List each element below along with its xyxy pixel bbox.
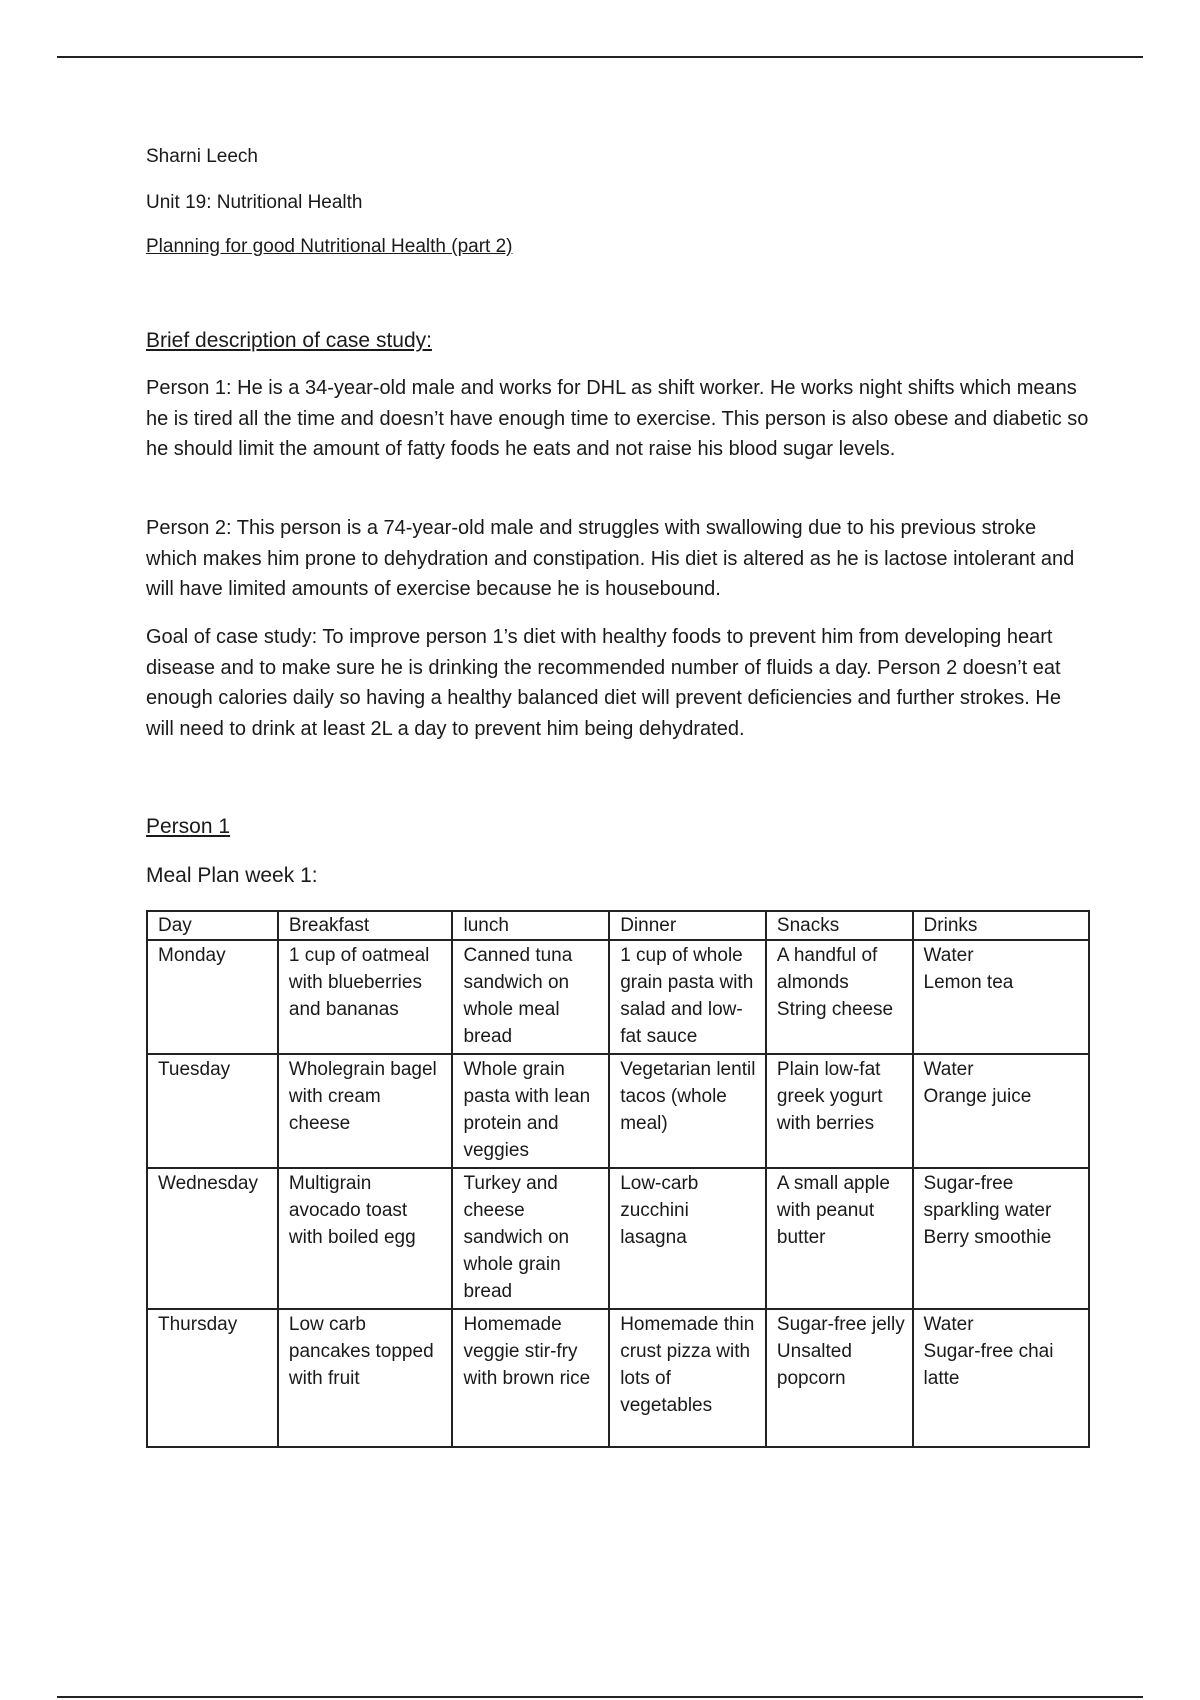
drink-item: Water [923,945,974,966]
lunch-cell: Homemade veggie stir-fry with brown rice [452,1309,609,1447]
column-header-drinks: Drinks [913,911,1089,940]
top-rule [57,56,1143,58]
snack-item: String cheese [776,999,894,1020]
meal-plan-table [146,910,1090,1448]
day-cell: Wednesday [147,1168,278,1309]
meal-plan-title: Meal Plan week 1: [146,864,318,887]
author-name: Sharni Leech [146,146,258,167]
drinks-cell [913,1054,1089,1168]
dinner-cell: 1 cup of whole grain pasta with salad and low-fat sauce [609,940,766,1054]
person1-description: Person 1: He is a 34-year-old male and works for DHL as shift worker. He works night shifts which means he is tired all the time and doesn’t have enough time to exercise. This person is also obese and diabetic so he should limit the amount of fatty foods he eats and not raise his blood sugar levels. [146,377,1089,460]
breakfast-cell: 1 cup of oatmeal with blueberries and bananas [278,940,453,1054]
drink-item: Berry smoothie [923,1227,1052,1248]
dinner-cell: Homemade thin crust pizza with lots of vegetables [609,1309,766,1447]
drink-item: Sugar-free sparkling water [923,1173,1052,1221]
column-header-breakfast: Breakfast [278,911,453,940]
snacks-cell [766,1054,913,1168]
snacks-cell [766,940,913,1054]
table-row [147,1168,1089,1309]
day-cell: Tuesday [147,1054,278,1168]
snacks-cell [766,1309,913,1447]
drink-item: Orange juice [923,1086,1032,1107]
bottom-rule [57,1696,1143,1698]
table-row [147,940,1089,1054]
snack-item: Plain low-fat greek yogurt with berries [776,1059,883,1134]
breakfast-cell: Multigrain avocado toast with boiled egg [278,1168,453,1309]
drink-item: Sugar-free chai latte [923,1341,1054,1389]
drinks-cell [913,940,1089,1054]
lunch-cell: Canned tuna sandwich on whole meal bread [452,940,609,1054]
snack-item: A handful of almonds [776,945,878,993]
lunch-cell: Turkey and cheese sandwich on whole grain bread [452,1168,609,1309]
breakfast-cell: Low carb pancakes topped with fruit [278,1309,453,1447]
breakfast-cell: Wholegrain bagel with cream cheese [278,1054,453,1168]
document-subtitle: Planning for good Nutritional Health (part 2) [146,236,513,257]
drinks-cell [913,1168,1089,1309]
drink-item: Water [923,1314,974,1335]
table-row [147,1054,1089,1168]
case-study-goal: Goal of case study: To improve person 1’s diet with healthy foods to prevent him from developing heart disease and to make sure he is drinking the recommended number of fluids a day. Person 2 doesn’t eat enough calories daily so having a healthy balanced diet will prevent deficiencies and further strokes. He will need to drink at least 2L a day to prevent him being dehydrated. [146,626,1061,740]
drink-item: Water [923,1059,974,1080]
table-row [147,1309,1089,1447]
snack-item: A small apple with peanut butter [776,1173,890,1248]
drink-item: Lemon tea [923,972,1014,993]
snack-item: Unsalted popcorn [776,1341,852,1389]
column-header-snacks: Snacks [766,911,913,940]
snack-item: Sugar-free jelly [776,1314,905,1335]
column-header-day: Day [147,911,278,940]
column-header-lunch: lunch [452,911,609,940]
table-header-row [147,911,1089,940]
column-header-dinner: Dinner [609,911,766,940]
dinner-cell: Vegetarian lentil tacos (whole meal) [609,1054,766,1168]
day-cell: Monday [147,940,278,1054]
case-study-heading: Brief description of case study: [146,329,432,352]
day-cell: Thursday [147,1309,278,1447]
unit-title: Unit 19: Nutritional Health [146,192,363,213]
person1-heading: Person 1 [146,815,231,838]
person2-description: Person 2: This person is a 74-year-old male and struggles with swallowing due to his previous stroke which makes him prone to dehydration and constipation. His diet is altered as he is lactose intolerant and will have limited amounts of exercise because he is housebound. [146,517,1075,600]
snacks-cell [766,1168,913,1309]
drinks-cell [913,1309,1089,1447]
dinner-cell: Low-carb zucchini lasagna [609,1168,766,1309]
lunch-cell: Whole grain pasta with lean protein and veggies [452,1054,609,1168]
